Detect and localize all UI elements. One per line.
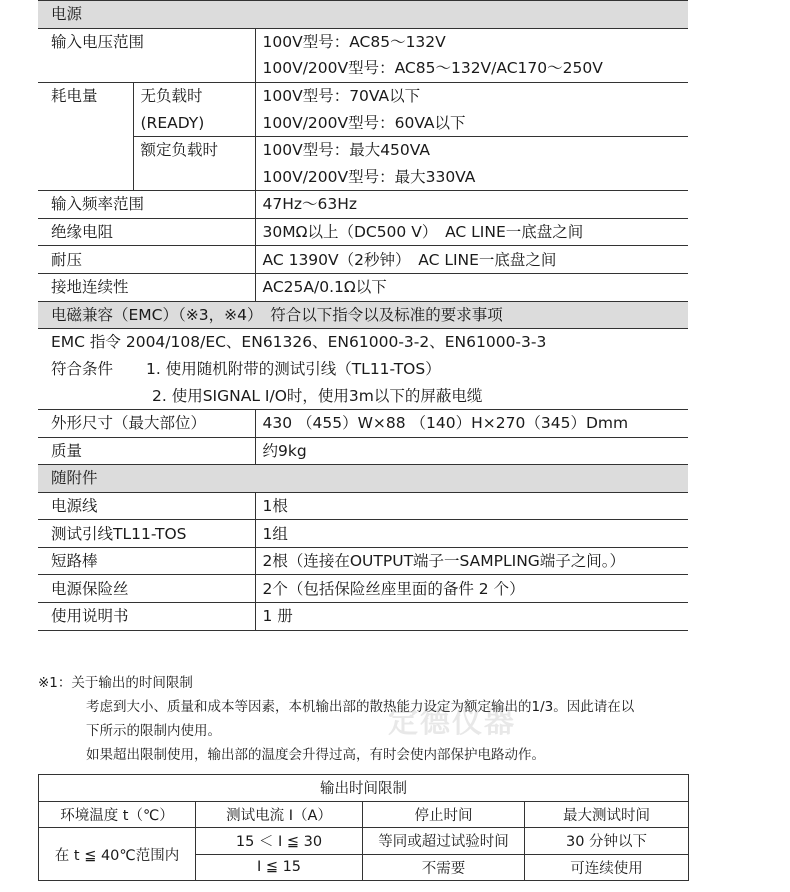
spec-value: 100V型号：70VA以下: [255, 82, 688, 109]
limit-header: 停止时间: [363, 801, 525, 828]
spec-row-frequency: [38, 191, 688, 219]
note-text: 下所示的限制内使用。: [86, 723, 221, 739]
limit-current: I ≦ 15: [196, 854, 363, 881]
spec-row-withstand: [38, 246, 688, 274]
spec-row-ground: [38, 273, 688, 301]
limit-stop-time: 等同或超过试验时间: [363, 828, 525, 855]
section-header-emc: [38, 301, 688, 329]
spec-label: 质量: [38, 437, 255, 465]
limit-title-row: [39, 775, 689, 802]
accessory-value: 1 册: [255, 603, 688, 631]
spec-sublabel: 无负载时: [133, 82, 255, 109]
emc-condition-row-2: [38, 382, 688, 409]
accessory-label: 测试引线TL11-TOS: [38, 520, 255, 548]
limit-header-row: [39, 801, 689, 828]
accessory-row: [38, 575, 688, 603]
limit-max-time: 可连续使用: [525, 854, 689, 881]
limit-current: 15 ＜ I ≦ 30: [196, 828, 363, 855]
spec-table: [38, 0, 688, 631]
spec-value: 100V型号：最大450VA: [255, 136, 688, 163]
spec-label: 接地连续性: [38, 273, 255, 301]
spec-label: 输入频率范围: [38, 191, 255, 219]
spec-value: 100V型号：AC85～132V: [255, 28, 688, 55]
limit-row: [39, 828, 689, 855]
emc-condition-row-1: [38, 356, 688, 383]
limit-header: 测试电流 I（A）: [196, 801, 363, 828]
spec-label: 输入电压范围: [38, 28, 255, 82]
section-header-power: [38, 1, 688, 29]
accessory-label: 使用说明书: [38, 603, 255, 631]
note-text: 考虑到大小、质量和成本等因素，本机输出部的散热能力设定为额定输出的1/3。因此请在以: [86, 699, 635, 715]
notes-section: [38, 671, 698, 767]
spec-row-dimensions: [38, 409, 688, 437]
spec-label: 耐压: [38, 246, 255, 274]
spec-value: 100V/200V型号：AC85～132V/AC170～250V: [255, 55, 688, 82]
emc-condition: 1. 使用随机附带的测试引线（TL11-TOS）: [146, 360, 441, 379]
note-text: 如果超出限制使用，输出部的温度会升得过高，有时会使内部保护电路动作。: [86, 747, 545, 763]
section-title-accessories: 随附件: [38, 465, 688, 493]
spec-row-mass: [38, 437, 688, 465]
spec-value: 100V/200V型号：最大330VA: [255, 164, 688, 191]
spec-sublabel: (READY): [133, 109, 255, 136]
spec-row-consumption-noload-2: [38, 109, 688, 136]
section-title-emc: 电磁兼容（EMC）（※3，※4） 符合以下指令以及标准的要求事项: [38, 301, 688, 329]
limit-stop-time: 不需要: [363, 854, 525, 881]
spec-row-consumption-rated: [38, 136, 688, 163]
accessory-row: [38, 492, 688, 520]
accessory-value: 2根（连接在OUTPUT端子一SAMPLING端子之间。）: [255, 547, 688, 575]
accessory-value: 1组: [255, 520, 688, 548]
spec-sublabel: 额定负载时: [133, 136, 255, 190]
accessory-value: 2个（包括保险丝座里面的备件 2 个）: [255, 575, 688, 603]
emc-directive: EMC 指令 2004/108/EC、EN61326、EN61000-3-2、EN61000-3-3: [51, 333, 547, 352]
spec-row-insulation: [38, 218, 688, 246]
output-time-limit-table: [38, 774, 689, 881]
accessory-label: 电源线: [38, 492, 255, 520]
spec-value: 100V/200V型号：60VA以下: [255, 109, 688, 136]
spec-value: 430 （455）W×88 （140）H×270（345）Dmm: [255, 409, 688, 437]
limit-table-title: 输出时间限制: [39, 775, 689, 802]
temperature-condition: 在 t ≦ 40℃范围内: [39, 828, 196, 881]
spec-value: 约9kg: [255, 437, 688, 465]
spec-value: AC 1390V（2秒钟） AC LINE一底盘之间: [255, 246, 688, 274]
spec-value: AC25A/0.1Ω以下: [255, 273, 688, 301]
accessory-label: 短路棒: [38, 547, 255, 575]
section-title-power: 电源: [38, 1, 688, 29]
spec-value: 47Hz～63Hz: [255, 191, 688, 219]
accessory-row: [38, 603, 688, 631]
accessory-label: 电源保险丝: [38, 575, 255, 603]
spec-row-consumption-noload: [38, 82, 688, 109]
spec-label: 外形尺寸（最大部位）: [38, 409, 255, 437]
spec-label: 绝缘电阻: [38, 218, 255, 246]
spec-label: 耗电量: [38, 82, 133, 190]
accessory-row: [38, 520, 688, 548]
limit-header: 环境温度 t（℃）: [39, 801, 196, 828]
accessory-row: [38, 547, 688, 575]
conditions-label: 符合条件: [51, 360, 114, 379]
limit-max-time: 30 分钟以下: [525, 828, 689, 855]
emc-condition: 2. 使用SIGNAL I/O时，使用3m以下的屏蔽电缆: [38, 382, 688, 409]
section-header-accessories: [38, 465, 688, 493]
spec-row-input-voltage: [38, 28, 688, 55]
spec-value: 30MΩ以上（DC500 V） AC LINE一底盘之间: [255, 218, 688, 246]
watermark: 定德仪器: [388, 705, 516, 740]
emc-directive-row: [38, 329, 688, 356]
note-heading: ※1：关于输出的时间限制: [38, 675, 193, 691]
limit-header: 最大测试时间: [525, 801, 689, 828]
accessory-value: 1根: [255, 492, 688, 520]
